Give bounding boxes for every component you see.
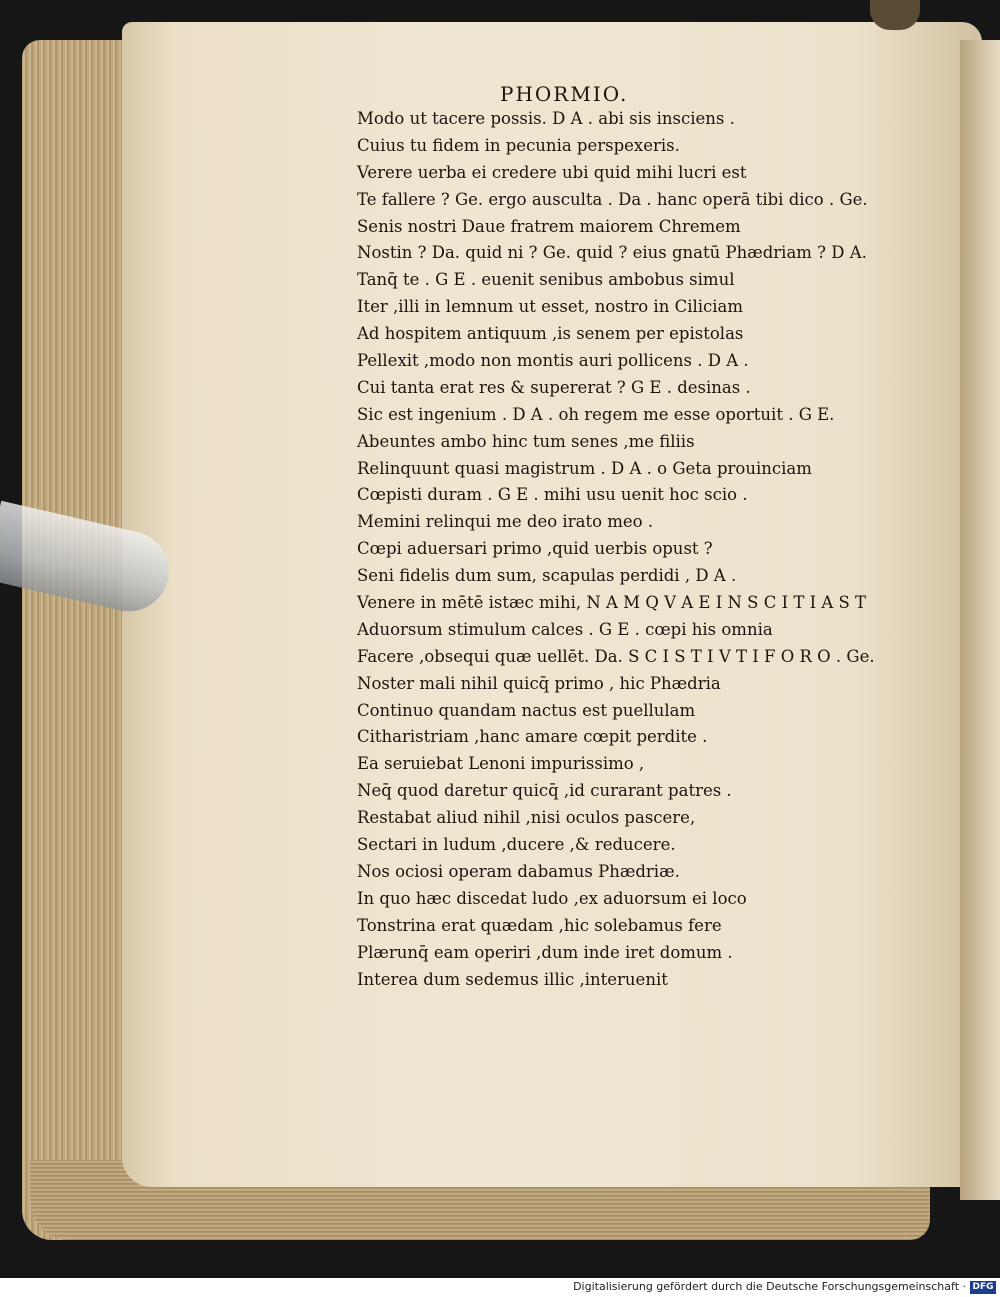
text-line: Tonstrina erat quædam ,hic solebamus fere <box>357 915 722 935</box>
text-line: Continuo quandam nactus est puellulam <box>357 700 696 720</box>
text-line: Aduorsum stimulum calces . G E . cœpi his omnia <box>357 619 773 639</box>
text-line: Nos ociosi operam dabamus Phædriæ. <box>357 861 680 881</box>
text-line: Modo ut tacere possis. D A . abi sis insciens . <box>357 109 735 128</box>
text-line: Tanq̄ te . G E . euenit senibus ambobus simul <box>357 270 735 290</box>
bookmark-ribbon <box>870 0 920 30</box>
text-line: In quo hæc discedat ludo ,ex aduorsum ei loco <box>357 888 747 908</box>
text-line: Venere in mētē istæc mihi, N A M Q V A E I N S C I T I A S T <box>357 593 867 613</box>
text-line: Cœpi aduersari primo ,quid uerbis opust ? <box>357 539 713 559</box>
text-line: Cui tanta erat res & supererat ? G E . desinas . <box>357 377 751 397</box>
text-line: Noster mali nihil quicq̄ primo , hic Phædria <box>357 673 721 693</box>
verse-text <box>357 106 875 993</box>
text-line: Relinquunt quasi magistrum . D A . o Geta prouinciam <box>357 458 812 478</box>
text-line: Pellexit ,modo non montis auri pollicens . D A . <box>357 351 749 371</box>
text-line: Nostin ? Da. quid ni ? Ge. quid ? eius gnatū Phædriam ? D A. <box>357 243 867 263</box>
text-line: Memini relinqui me deo irato meo . <box>357 512 654 532</box>
text-line: Te fallere ? Ge. ergo ausculta . Da . hanc operā tibi dico . Ge. <box>357 189 868 209</box>
text-line: Citharistriam ,hanc amare cœpit perdite . <box>357 727 708 747</box>
text-line: Verere uerba ei credere ubi quid mihi lucri est <box>357 162 747 182</box>
funding-credit: Digitalisierung gefördert durch die Deutsche Forschungsgemeinschaft · <box>573 1280 966 1293</box>
text-line: Seni fidelis dum sum, scapulas perdidi , D A . <box>357 566 737 586</box>
text-line: Ad hospitem antiquum ,is senem per epistolas <box>357 324 744 344</box>
text-line: Abeuntes ambo hinc tum senes ,me filiis <box>357 431 695 451</box>
text-line: Cœpisti duram . G E . mihi usu uenit hoc scio . <box>357 485 748 505</box>
text-line: Cuius tu fidem in pecunia perspexeris. <box>357 135 680 155</box>
text-line: Sic est ingenium . D A . oh regem me esse oportuit . G E. <box>357 404 835 424</box>
running-header: PHORMIO. <box>500 82 629 106</box>
text-line: Interea dum sedemus illic ,interuenit <box>357 969 668 989</box>
text-line: Senis nostri Daue fratrem maiorem Chremem <box>357 216 741 236</box>
text-line: Facere ,obsequi quæ uellēt. Da. S C I S T I V T I F O R O . Ge. <box>357 646 875 666</box>
text-line: Neq̄ quod daretur quicq̄ ,id curarant patres . <box>357 781 732 801</box>
dfg-logo-icon: DFG <box>970 1281 996 1294</box>
text-line: Plærunq̄ eam operiri ,dum inde iret domum . <box>357 942 733 962</box>
text-line: Iter ,illi in lemnum ut esset, nostro in Ciliciam <box>357 297 744 317</box>
footer-bar <box>0 1278 1000 1297</box>
text-line: Restabat aliud nihil ,nisi oculos pascere, <box>357 808 696 828</box>
text-line: Ea seruiebat Lenoni impurissimo , <box>357 754 645 774</box>
text-line: Sectari in ludum ,ducere ,& reducere. <box>357 835 676 855</box>
facing-page <box>960 40 1000 1200</box>
